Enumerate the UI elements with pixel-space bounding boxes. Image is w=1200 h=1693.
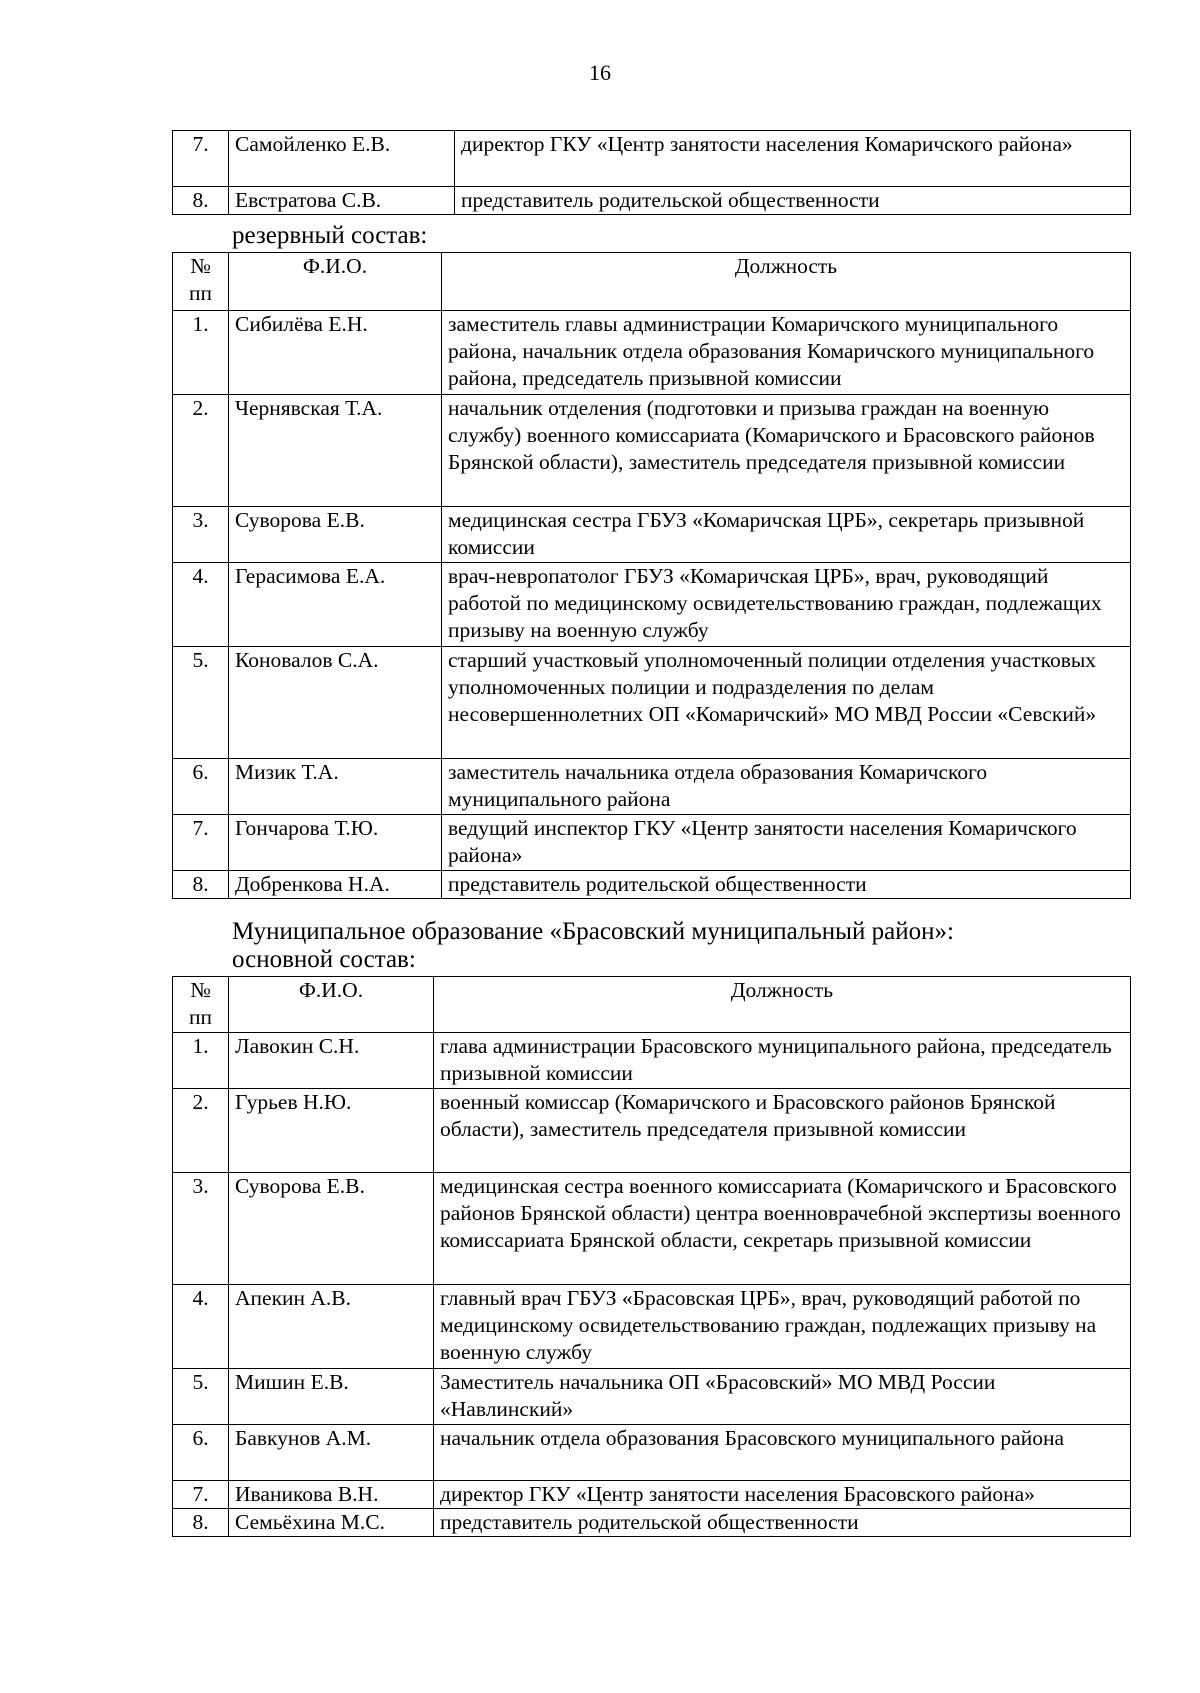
table-row xyxy=(173,871,1131,899)
person-position: военный комиссар (Комаричского и Брасовского районов Брянской области), заместитель председателя призывной комиссии xyxy=(434,1089,1131,1173)
header-name: Ф.И.О. xyxy=(229,977,434,1033)
person-name: Гурьев Н.Ю. xyxy=(229,1089,434,1173)
person-name: Мишин Е.В. xyxy=(229,1369,434,1425)
header-number: № пп xyxy=(173,977,229,1033)
row-number: 6. xyxy=(173,1425,229,1481)
table-row xyxy=(173,647,1131,759)
header-name: Ф.И.О. xyxy=(229,253,442,311)
row-number: 6. xyxy=(173,759,229,815)
table-header-row xyxy=(173,253,1131,311)
person-name: Гончарова Т.Ю. xyxy=(229,815,442,871)
table-row xyxy=(173,759,1131,815)
table-row xyxy=(173,563,1131,647)
table-reserve xyxy=(172,252,1131,899)
row-number: 2. xyxy=(173,1089,229,1173)
person-position: глава администрации Брасовского муниципального района, председатель призывной комиссии xyxy=(434,1033,1131,1089)
person-position: представитель родительской общественности xyxy=(442,871,1131,899)
person-name: Сибилёва Е.Н. xyxy=(229,311,442,395)
table-main-brasovsky xyxy=(172,976,1131,1537)
person-position: заместитель начальника отдела образования Комаричского муниципального района xyxy=(442,759,1131,815)
person-position: заместитель главы администрации Комаричского муниципального района, начальник отдела образования Комаричского муниципального района, председатель призывной комиссии xyxy=(442,311,1131,395)
person-position: главный врач ГБУЗ «Брасовская ЦРБ», врач, руководящий работой по медицинскому освидетельствованию граждан, подлежащих призыву на военную службу xyxy=(434,1285,1131,1369)
table-row xyxy=(173,311,1131,395)
table-row xyxy=(173,187,1131,215)
row-number: 7. xyxy=(173,1481,229,1509)
person-position: Заместитель начальника ОП «Брасовский» МО МВД России «Навлинский» xyxy=(434,1369,1131,1425)
row-number: 3. xyxy=(173,507,229,563)
row-number: 1. xyxy=(173,311,229,395)
person-position: начальник отдела образования Брасовского муниципального района xyxy=(434,1425,1131,1481)
header-position: Должность xyxy=(434,977,1131,1033)
row-number: 7. xyxy=(173,131,229,187)
person-position: представитель родительской общественности xyxy=(455,187,1131,215)
header-position: Должность xyxy=(442,253,1131,311)
person-name: Добренкова Н.А. xyxy=(229,871,442,899)
section-heading-reserve: резервный состав: xyxy=(232,222,428,249)
row-number: 8. xyxy=(173,1509,229,1537)
table-row xyxy=(173,507,1131,563)
person-name: Суворова Е.В. xyxy=(229,1173,434,1285)
person-name: Мизик Т.А. xyxy=(229,759,442,815)
row-number: 3. xyxy=(173,1173,229,1285)
person-position: представитель родительской общественности xyxy=(434,1509,1131,1537)
person-position: директор ГКУ «Центр занятости населения Комаричского района» xyxy=(455,131,1131,187)
row-number: 2. xyxy=(173,395,229,507)
table-row xyxy=(173,1033,1131,1089)
table-row xyxy=(173,1369,1131,1425)
person-name: Суворова Е.В. xyxy=(229,507,442,563)
person-name: Чернявская Т.А. xyxy=(229,395,442,507)
table-row xyxy=(173,1285,1131,1369)
person-position: старший участковый уполномоченный полиции отделения участковых уполномоченных полиции и подразделения по делам несовершеннолетних ОП «Комаричский» МО МВД России «Севский» xyxy=(442,647,1131,759)
person-position: врач-невропатолог ГБУЗ «Комаричская ЦРБ», врач, руководящий работой по медицинскому освидетельствованию граждан, подлежащих призыву на военную службу xyxy=(442,563,1131,647)
row-number: 1. xyxy=(173,1033,229,1089)
person-name: Семьёхина М.С. xyxy=(229,1509,434,1537)
table-row xyxy=(173,1509,1131,1537)
table-header-row xyxy=(173,977,1131,1033)
person-name: Самойленко Е.В. xyxy=(229,131,455,187)
header-number: № пп xyxy=(173,253,229,311)
row-number: 5. xyxy=(173,1369,229,1425)
person-name: Коновалов С.А. xyxy=(229,647,442,759)
person-name: Иваникова В.Н. xyxy=(229,1481,434,1509)
page-number: 16 xyxy=(589,60,611,85)
row-number: 8. xyxy=(173,187,229,215)
person-position: ведущий инспектор ГКУ «Центр занятости населения Комаричского района» xyxy=(442,815,1131,871)
table-continuation xyxy=(172,130,1131,215)
table-row xyxy=(173,1173,1131,1285)
table-row xyxy=(173,1089,1131,1173)
person-name: Евстратова С.В. xyxy=(229,187,455,215)
table-row xyxy=(173,1425,1131,1481)
section-heading-municipality: Муниципальное образование «Брасовский муниципальный район»: xyxy=(232,918,954,945)
row-number: 5. xyxy=(173,647,229,759)
table-row xyxy=(173,1481,1131,1509)
row-number: 4. xyxy=(173,1285,229,1369)
person-position: директор ГКУ «Центр занятости населения Брасовского района» xyxy=(434,1481,1131,1509)
person-name: Бавкунов А.М. xyxy=(229,1425,434,1481)
table-row xyxy=(173,131,1131,187)
row-number: 8. xyxy=(173,871,229,899)
table-row xyxy=(173,815,1131,871)
person-position: медицинская сестра военного комиссариата (Комаричского и Брасовского районов Брянской области) центра военноврачебной экспертизы военного комиссариата Брянской области, секретарь призывной комиссии xyxy=(434,1173,1131,1285)
person-name: Апекин А.В. xyxy=(229,1285,434,1369)
row-number: 4. xyxy=(173,563,229,647)
person-position: медицинская сестра ГБУЗ «Комаричская ЦРБ», секретарь призывной комиссии xyxy=(442,507,1131,563)
person-name: Лавокин С.Н. xyxy=(229,1033,434,1089)
person-name: Герасимова Е.А. xyxy=(229,563,442,647)
section-heading-main: основной состав: xyxy=(232,946,416,973)
row-number: 7. xyxy=(173,815,229,871)
person-position: начальник отделения (подготовки и призыва граждан на военную службу) военного комиссариата (Комаричского и Брасовского районов Брянской области), заместитель председателя призывной комиссии xyxy=(442,395,1131,507)
table-row xyxy=(173,395,1131,507)
